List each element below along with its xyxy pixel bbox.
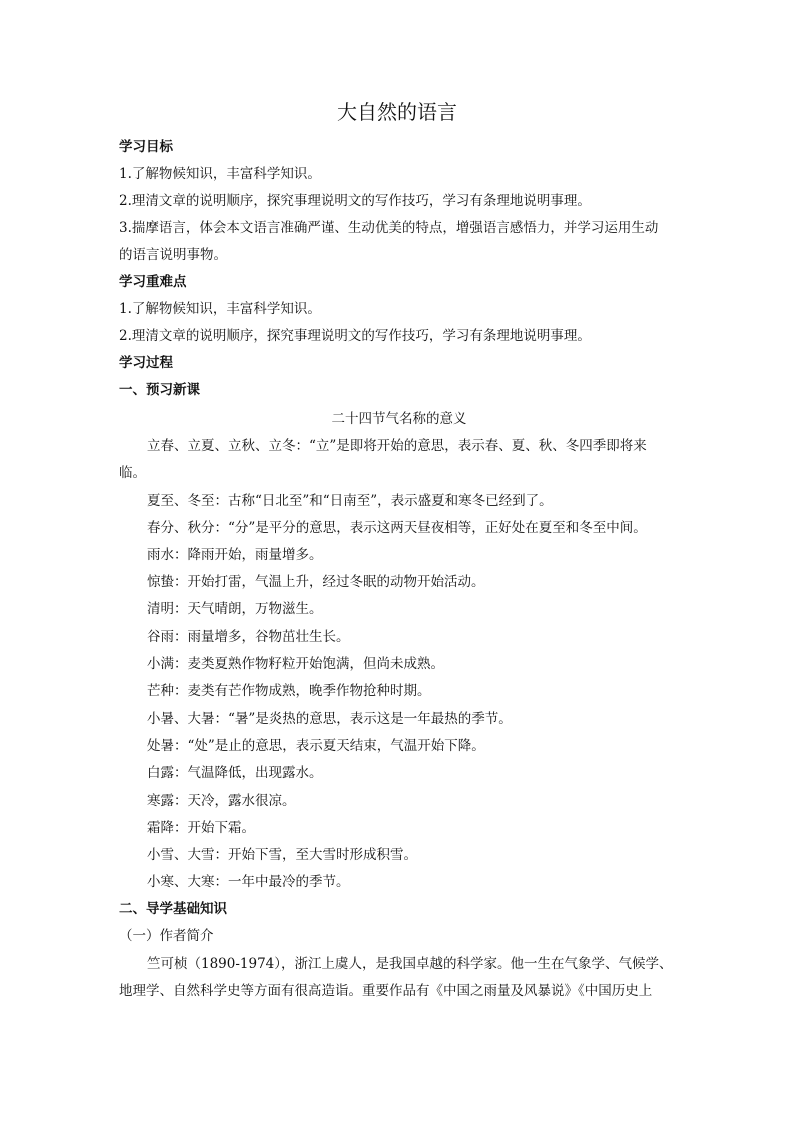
process-heading: 学习过程 [119, 355, 173, 371]
solar-term-line: 谷雨：雨量增多，谷物茁壮生长。 [147, 629, 350, 645]
solar-term-line: 芒种：麦类有芒作物成熟，晚季作物抢种时期。 [147, 683, 431, 699]
solar-term-line: 春分、秋分：“分”是平分的意思，表示这两天昼夜相等，正好处在夏至和冬至中间。 [147, 520, 647, 536]
goal-item-2: 2.理清文章的说明顺序，探究事理说明文的写作技巧，学习有条理地说明事理。 [119, 193, 591, 209]
solar-term-line: 小寒、大寒：一年中最冷的季节。 [147, 874, 350, 890]
goals-heading: 学习目标 [119, 139, 173, 155]
solar-term-line: 立春、立夏、立秋、立冬：“立”是即将开始的意思，表示春、夏、秋、冬四季即将来 [147, 438, 647, 454]
solar-term-line: 临。 [119, 465, 146, 481]
author-intro-line: 地理学、自然科学史等方面有很高造诣。重要作品有《中国之雨量及风暴说》《中国历史上 [119, 983, 653, 999]
solar-term-line: 夏至、冬至：古称“日北至”和“日南至”，表示盛夏和寒冬已经到了。 [147, 493, 553, 509]
key-point-item-2: 2.理清文章的说明顺序，探究事理说明文的写作技巧，学习有条理地说明事理。 [119, 328, 591, 344]
solar-term-line: 小雪、大雪：开始下雪，至大雪时形成积雪。 [147, 847, 417, 863]
goal-item-3: 3.揣摩语言，体会本文语言准确严谨、生动优美的特点，增强语言感悟力，并学习运用生动 [119, 220, 659, 236]
page-title: 大自然的语言 [337, 100, 457, 124]
goal-item-3-cont: 的语言说明事物。 [119, 247, 227, 263]
author-intro-heading: （一）作者简介 [119, 928, 214, 944]
solar-term-line: 霜降：开始下霜。 [147, 820, 255, 836]
solar-term-line: 小满：麦类夏熟作物籽粒开始饱满，但尚未成熟。 [147, 656, 444, 672]
solar-term-line: 寒露：天冷，露水很凉。 [147, 793, 296, 809]
key-point-item-1: 1.了解物候知识，丰富科学知识。 [119, 301, 321, 317]
basics-heading: 二、导学基础知识 [119, 901, 227, 917]
solar-term-line: 雨水：降雨开始，雨量增多。 [147, 547, 323, 563]
solar-term-line: 处暑：“处”是止的意思，表示夏天结束，气温开始下降。 [147, 738, 485, 754]
preview-heading: 一、预习新课 [119, 382, 200, 398]
solar-term-line: 清明：天气晴朗，万物滋生。 [147, 601, 323, 617]
goal-item-1: 1.了解物候知识，丰富科学知识。 [119, 166, 321, 182]
solar-term-line: 惊蛰：开始打雷，气温上升，经过冬眠的动物开始活动。 [147, 574, 485, 590]
solar-term-line: 小暑、大暑：“暑”是炎热的意思，表示这是一年最热的季节。 [147, 711, 512, 727]
key-points-heading: 学习重难点 [119, 274, 187, 290]
author-intro-line: 竺可桢（1890-1974），浙江上虞人，是我国卓越的科学家。他一生在气象学、气候学、 [147, 956, 673, 972]
solar-term-line: 白露：气温降低，出现露水。 [147, 765, 323, 781]
solar-terms-subtitle: 二十四节气名称的意义 [331, 411, 467, 427]
